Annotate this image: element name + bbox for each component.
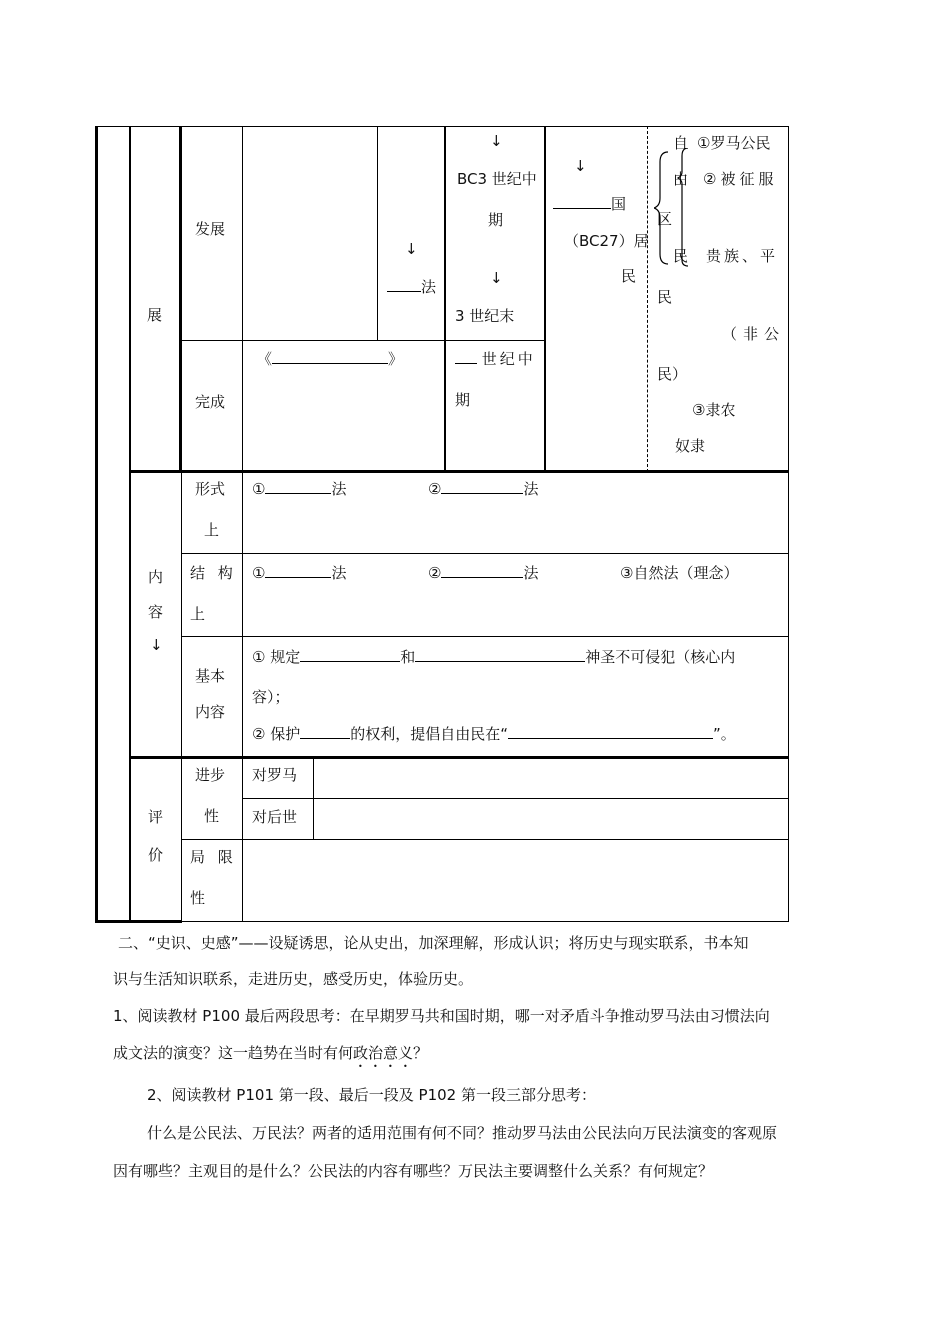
border-left-outer	[95, 126, 98, 923]
col6-r5: 民）	[657, 365, 688, 383]
down-arrow-icon: ↓	[405, 240, 418, 258]
border-col2-top	[179, 126, 182, 472]
xingshi-label-2: 上	[204, 521, 220, 539]
border-left-inner	[129, 126, 131, 923]
para-4a: 什么是公民法、万民法？两者的适用范围有何不同？推动罗马法由公民法向万民法演变的客观原	[147, 1124, 778, 1142]
jiegou-item-3: ③自然法（理念）	[620, 564, 739, 582]
border-top	[95, 126, 789, 127]
xingshi-item-2: ② 法	[428, 480, 539, 498]
dui-houshi: 对后世	[252, 808, 298, 826]
col6-min: 民	[673, 247, 689, 265]
para-2a: 1、阅读教材 P100 最后两段思考：在早期罗马共和国时期，哪一对矛盾斗争推动罗马法由习惯法向	[113, 1007, 770, 1025]
down-arrow-icon: ↓	[490, 269, 503, 287]
col4-line1: BC3 世纪中	[457, 170, 537, 188]
fazhan-label: 发展	[195, 220, 226, 238]
wancheng-book: 《 》	[257, 350, 404, 368]
col5-min: 民	[621, 267, 637, 285]
down-arrow-icon: ↓	[574, 157, 587, 175]
dev-side-label: 展	[147, 306, 163, 324]
border-bottom-right	[181, 921, 789, 922]
jiegou-label-1: 结 构	[190, 564, 237, 582]
down-arrow-icon: ↓	[150, 636, 163, 654]
col4-line2: 期	[488, 211, 504, 229]
para-1a: 二、“史识、史感”——设疑诱思，论从史出，加深理解，形成认识；将历史与现实联系，书本知	[118, 934, 749, 952]
border-col2-bottom	[181, 472, 182, 922]
para-3: 2、阅读教材 P101 第一段、最后一段及 P102 第一段三部分思考：	[147, 1086, 596, 1104]
border-col3	[242, 126, 243, 922]
border-eval-rows	[242, 798, 789, 799]
border-col4-split	[444, 340, 545, 341]
border-col6-dashed	[647, 126, 649, 472]
jiben-line-2: 容）；	[252, 688, 290, 706]
wancheng-century: 世纪中	[455, 348, 536, 369]
juxian-label-2: 性	[190, 889, 206, 907]
col6-you: 由	[673, 170, 689, 188]
wancheng-century2: 期	[455, 391, 471, 409]
down-arrow-icon: ↓	[490, 132, 503, 150]
content-side-1: 内	[148, 568, 164, 586]
jiben-label-1: 基本	[195, 667, 226, 685]
jiben-line-3: ② 保护 的权利，提倡自由民在“ ”。	[252, 725, 736, 743]
wancheng-label: 完成	[195, 393, 226, 411]
col6-r4: （非公	[722, 325, 786, 343]
col6-r2: ②被征服	[703, 170, 778, 188]
border-col3b	[377, 126, 378, 340]
eval-side-1: 评	[148, 808, 164, 826]
col4-line3: 3 世纪末	[455, 307, 515, 325]
xingshi-item-1: ① 法	[252, 480, 347, 498]
para-2b: 成文法的演变？这一趋势在当时有何政治意义？	[113, 1044, 429, 1062]
col6-r7: 奴隶	[675, 437, 706, 455]
col6-min2: 民	[657, 288, 673, 306]
col6-zi: 自	[673, 134, 689, 152]
content-side-2: 容	[148, 603, 164, 621]
juxian-label-1: 局 限	[190, 848, 237, 866]
jiegou-label-2: 上	[190, 605, 206, 623]
border-content-eval	[129, 756, 789, 759]
jiben-line-1: ① 规定 和 神圣不可侵犯（核心内	[252, 648, 736, 666]
col6-r3: 贵族、平	[706, 247, 779, 265]
col5-guo: 国	[553, 193, 626, 214]
jiben-label-2: 内容	[195, 703, 226, 721]
border-jg-jb	[181, 636, 789, 637]
border-eval-inner	[313, 759, 314, 839]
col6-qu: 区	[657, 210, 673, 228]
jinbu-label-2: 性	[204, 807, 220, 825]
jiegou-item-2: ② 法	[428, 564, 539, 582]
border-dev-content	[129, 470, 789, 473]
dui-luoma: 对罗马	[252, 766, 298, 784]
jinbu-label-1: 进步	[195, 766, 226, 784]
para-4b: 因有哪些？主观目的是什么？公民法的内容有哪些？万民法主要调整什么关系？有何规定？	[113, 1162, 714, 1180]
border-jinbu-juxian	[181, 839, 789, 840]
col6-r1: ①罗马公民	[697, 134, 771, 152]
border-col4	[444, 126, 446, 472]
border-col5	[544, 126, 546, 472]
col3-fa: 法	[387, 276, 436, 297]
col6-r6: ③隶农	[692, 401, 736, 419]
border-right	[788, 126, 789, 922]
jiegou-item-1: ① 法	[252, 564, 347, 582]
xingshi-label-1: 形式	[195, 480, 226, 498]
brace-icon	[654, 148, 694, 268]
para-1b: 识与生活知识联系，走进历史，感受历史，体验历史。	[113, 970, 474, 988]
col5-bc27: （BC27）居	[564, 232, 649, 250]
border-bottom-left	[95, 920, 182, 923]
border-xs-jg	[181, 553, 789, 554]
eval-side-2: 价	[148, 846, 164, 864]
